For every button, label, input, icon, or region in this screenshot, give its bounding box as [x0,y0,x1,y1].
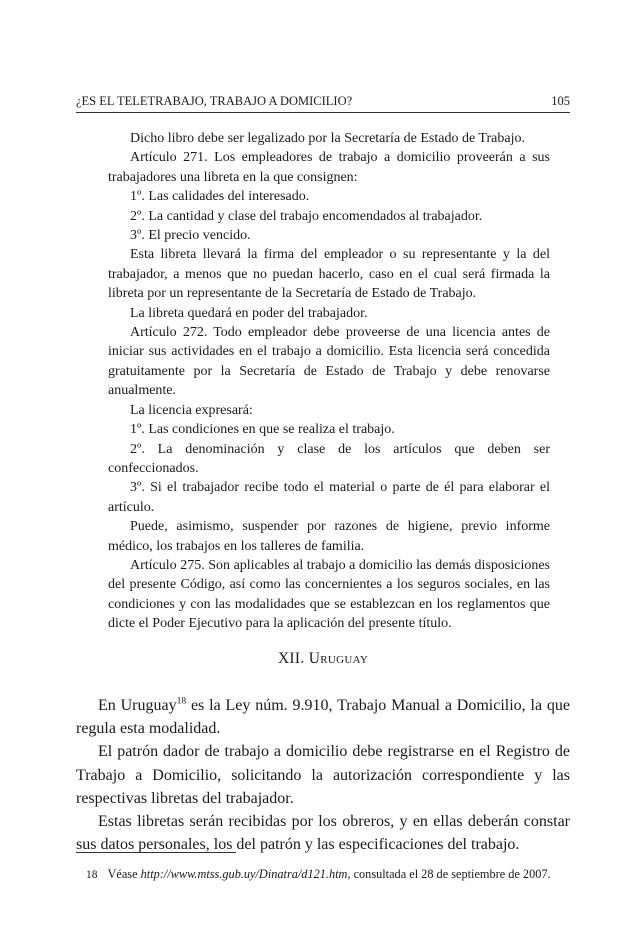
section-number: XII. [277,650,305,667]
footnote-prefix: Véase [107,867,141,881]
quote-paragraph: 3º. El precio vencido. [130,228,251,244]
quote-paragraph: Artículo 271. Los empleadores de trabajo a domicilio proveerán a sus trabajadores una libreta en la que consignen: [108,150,550,185]
body-text [76,694,570,856]
body-text-span: En Uruguay [98,697,177,714]
quote-paragraph: La libreta quedará en poder del trabajador. [130,305,368,321]
body-text-span: es la Ley núm. 9.910, Trabajo Manual a Domicilio, la que regula esta modalidad. [76,697,570,738]
page-number: 105 [551,94,570,108]
quote-paragraph: La licencia expresará: [130,402,253,418]
body-paragraph [76,694,570,740]
footnote-suffix: , consultada el 28 de septiembre de 2007. [347,867,551,881]
footnote-divider [76,852,236,853]
footnote-number: 18 [86,869,98,881]
quote-paragraph: Artículo 272. Todo empleador debe proveerse de una licencia antes de iniciar sus actividades en el trabajo a domicilio. Esta licencia será concedida gratuitamente por la Secretaría de Estado de Trabajo y debe renovarse anualmente. [108,325,550,399]
body-paragraph: El patrón dador de trabajo a domicilio debe registrarse en el Registro de Trabajo a Domicilio, solicitando la autorización correspondiente y las respectivas libretas del trabajador. [76,743,570,807]
running-header [76,92,570,113]
quote-paragraph: Dicho libro debe ser legalizado por la Secretaría de Estado de Trabajo. [130,131,525,146]
quote-paragraph: Puede, asimismo, suspender por razones de higiene, previo informe médico, los trabajos en los talleres de familia. [108,519,550,554]
quote-paragraph: Esta libreta llevará la firma del empleador o su representante y la del trabajador, a menos que no puedan hacerlo, caso en el cual será firmada la libreta por un representante de la Secretaría de Estado de Trabajo. [108,247,550,302]
quote-paragraph: 2º. La denominación y clase de los artículos que deben ser confeccionados. [108,441,550,476]
section-title: Uruguay [308,650,369,667]
quoted-law-text [108,129,550,634]
section-heading [76,650,570,668]
quote-paragraph: 1º. Las condiciones en que se realiza el trabajo. [130,422,395,438]
quote-paragraph: 3º. Si el trabajador recibe todo el material o parte de él para elaborar el artículo. [108,480,550,515]
footnote-reference[interactable]: 18 [176,696,187,707]
quote-paragraph: Artículo 275. Son aplicables al trabajo a domicilio las demás disposiciones del presente Código, así como las concernientes a los seguros sociales, en las condiciones y con las modalidades que se establezcan en los reglamentos que dicte el Poder Ejecutivo para la aplicación del presente título. [108,557,550,632]
footnote [86,866,566,883]
running-title: ¿ES EL TELETRABAJO, TRABAJO A DOMICILIO? [76,94,353,108]
quote-paragraph: 1º. Las calidades del interesado. [130,189,310,205]
footnote-url-link[interactable]: http://www.mtss.gub.uy/Dinatra/d121.htm [140,867,348,881]
body-paragraph: Estas libretas serán recibidas por los obreros, y en ellas deberán constar sus datos personales, los del patrón y las especificaciones del trabajo. [76,813,570,854]
quote-paragraph: 2º. La cantidad y clase del trabajo encomendados al trabajador. [130,208,483,224]
